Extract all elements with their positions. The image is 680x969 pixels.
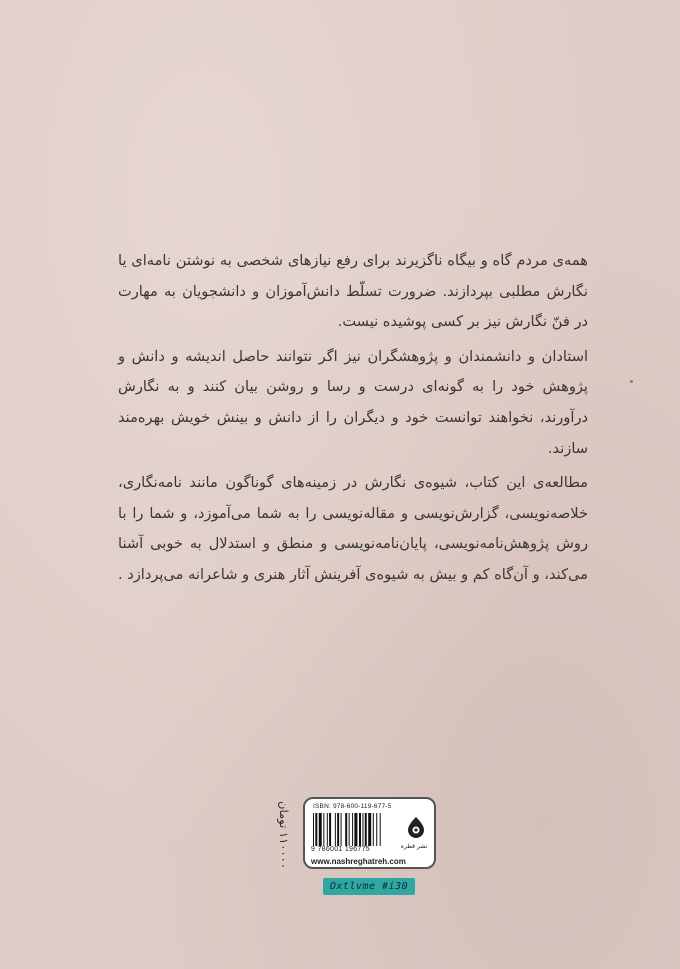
publisher-name: نشر قطره xyxy=(400,843,428,850)
isbn-text: ISBN: 978-600-119-677-5 xyxy=(313,803,392,810)
price-label xyxy=(273,800,295,870)
blurb-paragraph-1: همه‌ی مردم گاه و بیگاه ناگزیرند برای رفع نیازهای شخصی به نوشتن نامه‌ای یا نگارش مطلبی بپردازند. ضرورت تسلّط دانش‌آموزان و دانشجویان به مهارت در فنّ نگارش نیز بر کسی پوشیده نیست. xyxy=(118,252,588,331)
blurb-paragraph-3: مطالعه‌ی این کتاب، شیوه‌ی نگارش در زمینه‌های گوناگون مانند نامه‌نگاری، خلاصه‌نویسی، گزارش‌نویسی و مقاله‌نویسی را به شما می‌آموزد، و شما را با روش پژوهش‌نامه‌نویسی، پایان‌نامه‌نویسی و منطق و استدلال به خوبی آشنا می‌کند، و آن‌گاه کم و بیش به شیوه‌ی آفرینش آثار هنری و شاعرانه می‌پردازد . xyxy=(117,474,588,583)
publisher-website: www.nashreghatreh.com xyxy=(311,857,406,866)
paper-speck xyxy=(630,380,633,383)
publisher-logo-icon xyxy=(404,815,428,839)
price-text: ۱۱۰۰۰۰ تومان xyxy=(277,801,291,869)
back-cover-blurb xyxy=(118,246,588,591)
barcode-icon xyxy=(313,813,405,846)
blurb-paragraph-2: استادان و دانشمندان و پژوهشگران نیز اگر نتوانند حاصل اندیشه و دانش و پژوهش خود را به گونه‌ای درست و رسا و روشن بیان کنند و به نگارش درآورند، نخواهند توانست خود و دیگران را از دانش و بینش خویش بهره‌مند سازند. xyxy=(118,347,588,457)
price-sticker: Oxtlvme #i30 xyxy=(323,878,415,895)
barcode-panel xyxy=(303,797,436,869)
barcode-number: 9 786001 196775 xyxy=(311,846,370,853)
